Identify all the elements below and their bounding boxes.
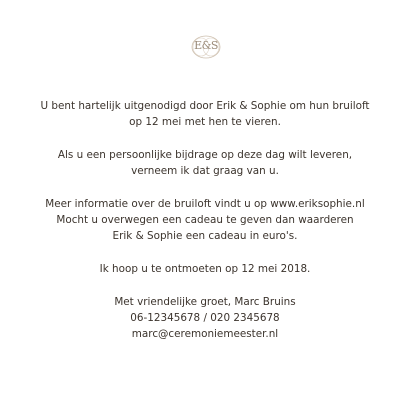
phone-numbers: 06-12345678 / 020 2345678 [130,312,280,324]
signature-line: Met vriendelijke groet, Marc Bruins [114,296,296,308]
email-address: marc@ceremoniemeester.nl [131,328,279,340]
paragraph-info [20,196,390,244]
paragraph-closing [20,261,390,277]
text-line: op 12 mei met hen te vieren. [129,116,281,128]
paragraph-contribution [20,147,390,179]
text-line: Ik hoop u te ontmoeten op 12 mei 2018. [99,263,311,275]
invitation-text [20,98,390,359]
monogram-letters: E&S [194,39,218,52]
paragraph-invitation [20,98,390,130]
text-line: Mocht u overwegen een cadeau te geven dan waarderen [56,214,354,226]
paragraph-signature [20,294,390,342]
text-line: Als u een persoonlijke bijdrage op deze dag wilt leveren, [57,149,353,161]
text-line: U bent hartelijk uitgenodigd door Erik & Sophie om hun bruiloft [40,100,370,112]
monogram-logo [190,34,222,60]
text-line: verneem ik dat graag van u. [131,165,279,177]
text-line: Erik & Sophie een cadeau in euro's. [112,230,298,242]
text-line: Meer informatie over de bruiloft vindt u op www.eriksophie.nl [45,198,365,210]
